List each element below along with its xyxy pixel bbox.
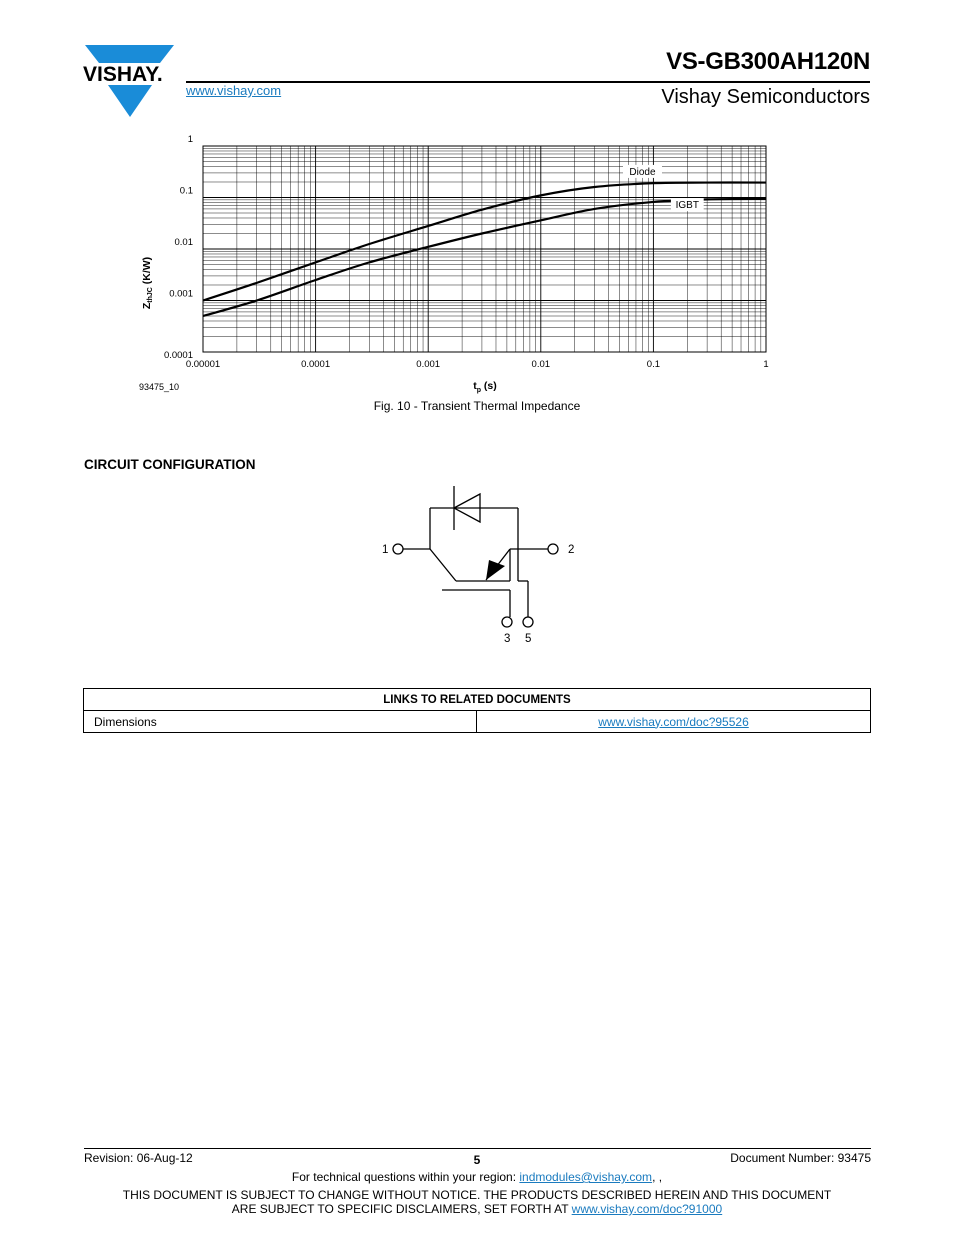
part-number: VS-GB300AH120N xyxy=(666,48,870,75)
document-number: Document Number: 93475 xyxy=(730,1151,871,1165)
footer-rule xyxy=(84,1148,871,1149)
pin-5-terminal xyxy=(523,617,533,627)
x-tick-label: 1 xyxy=(763,359,769,370)
website-link[interactable]: www.vishay.com xyxy=(186,83,282,98)
vishay-logo xyxy=(82,43,178,119)
dimensions-label: Dimensions xyxy=(84,711,477,733)
table-row xyxy=(84,711,871,733)
header-rule xyxy=(186,81,870,83)
y-tick-label: 1 xyxy=(187,135,193,145)
figure-id: 93475_10 xyxy=(139,382,180,392)
pin-2-terminal xyxy=(548,544,558,554)
figure-caption: Fig. 10 - Transient Thermal Impedance xyxy=(373,399,581,413)
contact-email-link[interactable]: indmodules@vishay.com xyxy=(519,1170,653,1184)
annotation-diode: Diode xyxy=(629,166,656,178)
pin-label-1: 1 xyxy=(382,544,389,556)
pin-3-terminal xyxy=(502,617,512,627)
logo-text: VISHAY. xyxy=(83,63,163,86)
x-tick-label: 0.001 xyxy=(416,359,441,370)
x-axis-label: $t_p$ (s) xyxy=(473,380,497,394)
page-number: 5 xyxy=(473,1153,481,1167)
revision-date: Revision: 06-Aug-12 xyxy=(84,1151,193,1165)
y-tick-label: 0.1 xyxy=(179,185,193,197)
x-tick-label: 0.01 xyxy=(531,359,551,370)
y-tick-label: 0.0001 xyxy=(163,350,193,361)
thermal-impedance-chart xyxy=(130,135,790,400)
dimensions-link[interactable]: www.vishay.com/doc?95526 xyxy=(598,714,749,729)
section-title-circuit: CIRCUIT CONFIGURATION xyxy=(84,457,256,472)
x-tick-label: 0.0001 xyxy=(301,359,331,370)
chart-grid xyxy=(203,146,766,352)
annotation-igbt: IGBT xyxy=(675,200,699,212)
contact-line xyxy=(0,1170,954,1184)
x-tick-label: 0.1 xyxy=(646,359,661,370)
contact-prefix: For technical questions within your region: xyxy=(291,1170,520,1184)
y-tick-label: 0.01 xyxy=(174,237,193,248)
table-header-row xyxy=(84,689,871,711)
emitter-arrow xyxy=(486,560,505,580)
pin-1-terminal xyxy=(393,544,403,554)
disclaimer xyxy=(0,1188,954,1216)
company-name: Vishay Semiconductors xyxy=(661,86,870,108)
disclaimer-line-2-text: ARE SUBJECT TO SPECIFIC DISCLAIMERS, SET FORTH AT xyxy=(231,1202,572,1216)
disclaimer-line-2 xyxy=(0,1202,954,1216)
x-tick-label: 0.00001 xyxy=(185,359,221,370)
disclaimer-link[interactable]: www.vishay.com/doc?91000 xyxy=(571,1202,723,1216)
links-table-header: LINKS TO RELATED DOCUMENTS xyxy=(84,689,871,711)
pin-label-2: 2 xyxy=(568,544,575,556)
series-line-igbt xyxy=(203,199,766,316)
disclaimer-line-1: THIS DOCUMENT IS SUBJECT TO CHANGE WITHOUT NOTICE. THE PRODUCTS DESCRIBED HEREIN AND THIS DOCUMENT xyxy=(122,1188,832,1202)
pin-label-3: 3 xyxy=(504,633,511,645)
links-table xyxy=(83,688,871,733)
chart-ticks xyxy=(164,135,769,370)
y-tick-label: 0.001 xyxy=(169,288,193,300)
pin-label-5: 5 xyxy=(525,633,532,645)
circuit-diagram xyxy=(370,478,590,650)
y-axis-label: ZthJC (K/W) xyxy=(141,256,154,310)
contact-suffix: , , xyxy=(652,1170,663,1184)
